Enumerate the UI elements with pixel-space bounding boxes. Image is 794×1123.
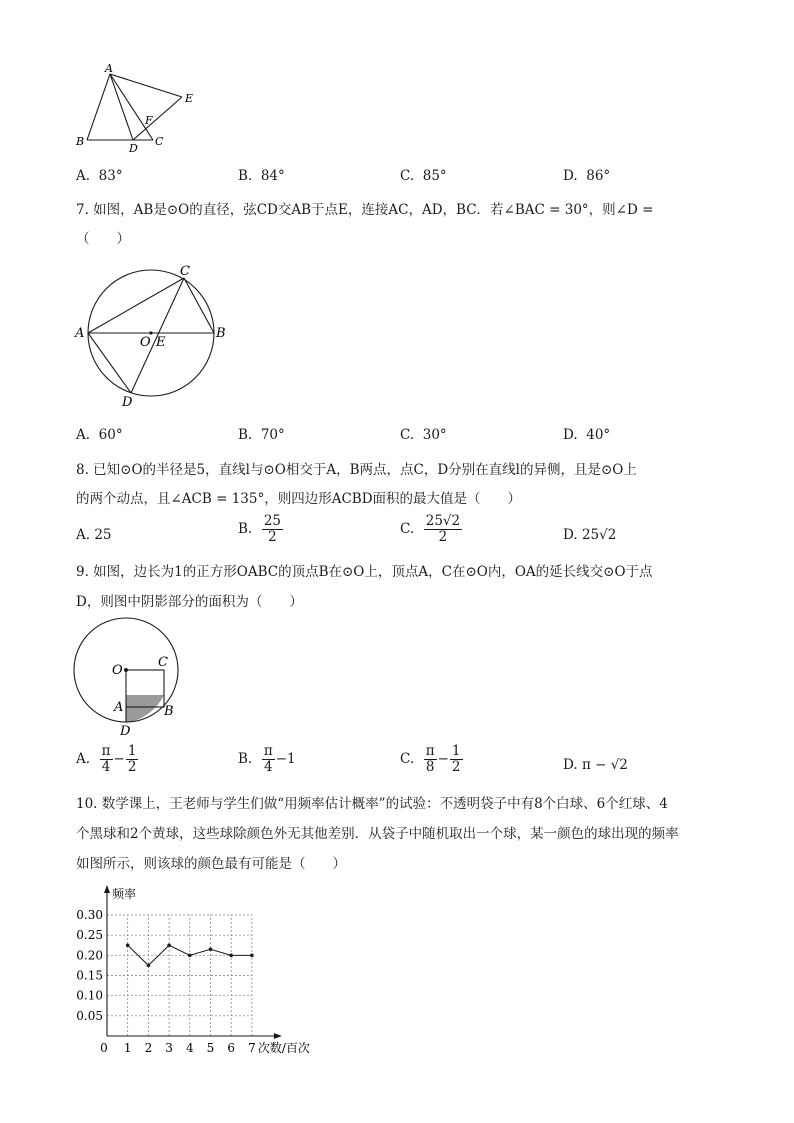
q8-stem-line2: 的两个动点，且∠ACB = 135°，则四边形ACBD面积的最大值是（ ） (76, 491, 522, 507)
x-axis-label: 次数/百次 (257, 1041, 310, 1055)
x-tick-label: 0 (100, 1041, 108, 1055)
q8-option-a: A. 25 (76, 527, 112, 543)
y-axis-arrow (104, 885, 110, 893)
y-tick-label: 0.15 (76, 968, 103, 983)
q9-label-b: B (164, 704, 174, 719)
q6-label-e: E (185, 92, 194, 105)
data-point (250, 954, 254, 958)
q9-stem-line1: 9. 如图，边长为1的正方形OABC的顶点B在⊙O上，顶点A，C在⊙O内，OA的延长线交⊙O于点 (76, 564, 653, 580)
data-point (209, 947, 213, 951)
data-point (188, 954, 192, 958)
data-point (126, 943, 130, 947)
q7-option-c: C. 30° (400, 427, 447, 443)
x-tick-label: 1 (123, 1041, 132, 1055)
q7-option-b: B. 70° (238, 427, 285, 443)
q7-label-e: E (156, 335, 166, 350)
q9-label-o: O (112, 663, 123, 678)
q6-label-f: F (145, 114, 153, 127)
q9-option-d: D. π − √2 (563, 757, 628, 773)
q7-label-o: O (140, 335, 151, 350)
q7-figure (70, 262, 240, 412)
y-tick-label: 0.25 (76, 928, 103, 943)
q6-label-b: B (76, 135, 85, 148)
q10-frequency-chart (70, 882, 340, 1062)
q8-option-c: C. $\frac{25√2}{2}$ (400, 513, 461, 545)
q7-label-c: C (180, 264, 190, 279)
q8-option-b: B. $\frac{25}{2}$ (238, 513, 281, 545)
q7-label-d: D (122, 395, 133, 410)
q9-label-a: A (114, 700, 124, 715)
q9-option-b: B. $\frac{\pi}{4}$ −1 (238, 743, 296, 775)
q6-label-c: C (155, 135, 164, 148)
q10-stem-line2: 个黑球和2个黄球，这些球除颜色外无其他差别．从袋子中随机取出一个球，某一颜色的球出现的频率 (76, 826, 679, 842)
y-tick-label: 0.20 (76, 948, 103, 963)
q10-stem-line3: 如图所示，则该球的颜色最有可能是（ ） (76, 856, 346, 872)
data-point (167, 943, 171, 947)
y-tick-label: 0.30 (76, 908, 103, 922)
q6-option-b: B. 84° (238, 168, 285, 184)
q9-option-a: A. $\frac{\pi}{4}$ − $\frac{1}{2}$ (76, 743, 137, 775)
q6-label-a: A (105, 62, 113, 75)
q7-option-d: D. 40° (563, 427, 611, 443)
x-tick-label: 7 (248, 1041, 256, 1055)
x-tick-label: 6 (227, 1041, 236, 1055)
y-tick-label: 0.05 (76, 1008, 103, 1023)
q6-option-a: A. 83° (76, 168, 123, 184)
q8-stem-line1: 8. 已知⊙O的半径是5，直线l与⊙O相交于A，B两点，点C，D分别在直线l的异侧，且是⊙O上 (76, 462, 637, 478)
q7-stem-line2: （ ） (76, 231, 130, 247)
q9-label-d: D (120, 724, 131, 739)
q6-option-c: C. 85° (400, 168, 447, 184)
q9-label-c: C (158, 655, 168, 670)
q6-option-d: D. 86° (563, 168, 611, 184)
y-tick-label: 0.10 (76, 988, 103, 1003)
q9-figure (70, 614, 210, 740)
q9-stem-line2: D，则图中阴影部分的面积为（ ） (76, 594, 303, 610)
x-tick-label: 4 (185, 1041, 194, 1055)
q6-figure (70, 60, 210, 156)
q10-stem-line1: 10. 数学课上，王老师与学生们做“用频率估计概率”的试验：不透明袋子中有8个白球、6个红球、4 (76, 796, 668, 812)
q7-label-a: A (75, 326, 85, 341)
q8-option-d: D. 25√2 (563, 527, 617, 543)
q6-label-d: D (129, 142, 138, 155)
x-tick-label: 3 (165, 1041, 173, 1055)
y-axis-label: 频率 (112, 887, 137, 901)
q7-option-a: A. 60° (76, 427, 123, 443)
x-tick-label: 2 (144, 1041, 153, 1055)
x-tick-label: 5 (206, 1041, 215, 1055)
x-axis-arrow (274, 1033, 282, 1039)
data-point (229, 954, 233, 958)
q9-option-c: C. $\frac{\pi}{8}$ − $\frac{1}{2}$ (400, 743, 461, 775)
data-point (147, 964, 151, 968)
q7-label-b: B (216, 326, 226, 341)
q7-stem-line1: 7. 如图，AB是⊙O的直径，弦CD交AB于点E，连接AC，AD，BC．若∠BAC = 30°，则∠D = (76, 202, 654, 218)
